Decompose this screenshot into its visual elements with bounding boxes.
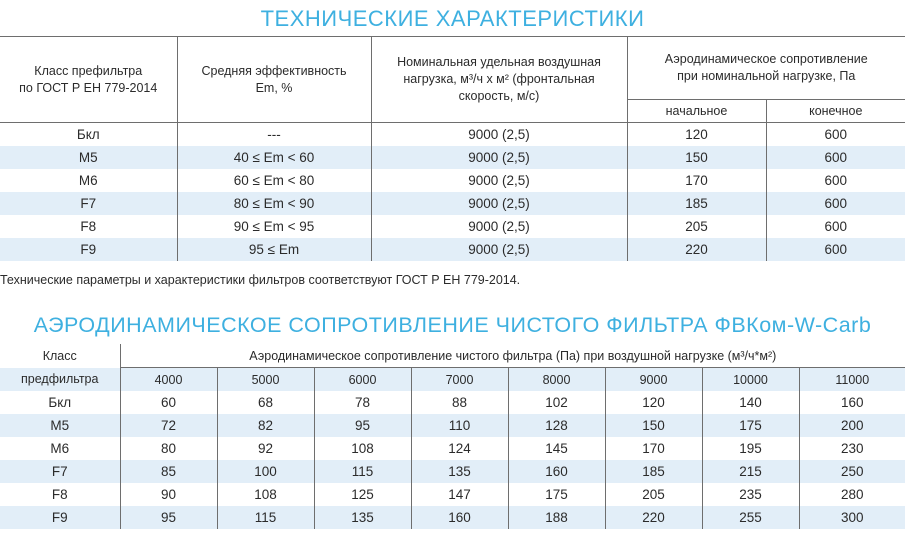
cell-value: 102 [508,391,605,414]
table-row [0,506,905,529]
cell-final: 600 [766,146,905,169]
cell-value: 125 [314,483,411,506]
resistance-table [0,344,905,529]
header-airflow-load: Номинальная удельная воздушная нагрузка, м³/ч х м² (фронтальная скорость, м/с) [371,37,627,123]
table-row [0,391,905,414]
cell-value: 160 [799,391,905,414]
cell-value: 108 [217,483,314,506]
cell-class: F9 [0,238,177,261]
cell-value: 72 [120,414,217,437]
header-load: 5000 [217,368,314,392]
cell-value: 115 [217,506,314,529]
cell-class: F7 [0,192,177,215]
header-resistance-span: Аэродинамическое сопротивление чистого фильтра (Па) при воздушной нагрузке (м³/ч*м²) [120,344,905,368]
cell-value: 92 [217,437,314,460]
cell-value: 85 [120,460,217,483]
cell-value: 250 [799,460,905,483]
cell-value: 68 [217,391,314,414]
cell-value: 82 [217,414,314,437]
cell-value: 124 [411,437,508,460]
cell-efficiency: --- [177,123,371,147]
header-load: 6000 [314,368,411,392]
cell-initial: 150 [627,146,766,169]
cell-efficiency: 90 ≤ Em < 95 [177,215,371,238]
cell-class: F7 [0,460,120,483]
cell-efficiency: 80 ≤ Em < 90 [177,192,371,215]
header-prefilter-class: Класс префильтра по ГОСТ Р ЕН 779-2014 [0,37,177,123]
header-load: 7000 [411,368,508,392]
cell-class: F9 [0,506,120,529]
cell-initial: 120 [627,123,766,147]
cell-value: 280 [799,483,905,506]
cell-final: 600 [766,215,905,238]
cell-value: 160 [411,506,508,529]
cell-load: 9000 (2,5) [371,123,627,147]
cell-value: 255 [702,506,799,529]
cell-class: M5 [0,414,120,437]
cell-value: 175 [702,414,799,437]
cell-load: 9000 (2,5) [371,146,627,169]
table-row [0,123,905,147]
cell-class: F8 [0,215,177,238]
cell-class: M6 [0,169,177,192]
cell-value: 60 [120,391,217,414]
section-title-specs: ТЕХНИЧЕСКИЕ ХАРАКТЕРИСТИКИ [260,6,645,31]
table-row [0,169,905,192]
cell-value: 200 [799,414,905,437]
header-class-line1: Класс [0,344,120,368]
cell-value: 95 [314,414,411,437]
cell-value: 170 [605,437,702,460]
header-class-line2: предфильтра [0,368,120,392]
cell-value: 230 [799,437,905,460]
cell-class: Бкл [0,391,120,414]
table-row [0,414,905,437]
cell-value: 95 [120,506,217,529]
cell-value: 135 [314,506,411,529]
cell-value: 188 [508,506,605,529]
cell-initial: 185 [627,192,766,215]
table-row [0,192,905,215]
header-load: 10000 [702,368,799,392]
header-efficiency: Средняя эффективность Em, % [177,37,371,123]
cell-value: 215 [702,460,799,483]
cell-value: 185 [605,460,702,483]
header-load: 9000 [605,368,702,392]
cell-value: 140 [702,391,799,414]
cell-class: M6 [0,437,120,460]
cell-load: 9000 (2,5) [371,169,627,192]
cell-value: 120 [605,391,702,414]
specs-table [0,36,905,261]
cell-class: M5 [0,146,177,169]
cell-value: 108 [314,437,411,460]
cell-efficiency: 95 ≤ Em [177,238,371,261]
header-initial: начальное [627,100,766,123]
cell-value: 135 [411,460,508,483]
cell-load: 9000 (2,5) [371,192,627,215]
cell-efficiency: 60 ≤ Em < 80 [177,169,371,192]
cell-class: F8 [0,483,120,506]
cell-value: 205 [605,483,702,506]
table-row [0,483,905,506]
cell-initial: 205 [627,215,766,238]
cell-class: Бкл [0,123,177,147]
cell-final: 600 [766,192,905,215]
cell-value: 150 [605,414,702,437]
cell-load: 9000 (2,5) [371,238,627,261]
table-row [0,460,905,483]
header-load: 8000 [508,368,605,392]
cell-value: 145 [508,437,605,460]
cell-value: 90 [120,483,217,506]
header-final: конечное [766,100,905,123]
compliance-note: Технические параметры и характеристики фильтров соответствуют ГОСТ Р ЕН 779-2014. [0,273,521,287]
cell-value: 220 [605,506,702,529]
cell-value: 100 [217,460,314,483]
cell-final: 600 [766,123,905,147]
cell-value: 115 [314,460,411,483]
header-load: 11000 [799,368,905,392]
header-load: 4000 [120,368,217,392]
cell-value: 80 [120,437,217,460]
cell-value: 78 [314,391,411,414]
cell-value: 147 [411,483,508,506]
table-row [0,238,905,261]
cell-value: 160 [508,460,605,483]
cell-load: 9000 (2,5) [371,215,627,238]
cell-value: 300 [799,506,905,529]
cell-value: 110 [411,414,508,437]
header-resistance: Аэродинамическое сопротивление при номинальной нагрузке, Па [627,37,905,100]
cell-final: 600 [766,238,905,261]
cell-initial: 170 [627,169,766,192]
section-title-resistance: АЭРОДИНАМИЧЕСКОЕ СОПРОТИВЛЕНИЕ ЧИСТОГО ФИЛЬТРА ФВКом-W-Carb [33,313,872,337]
cell-value: 88 [411,391,508,414]
cell-final: 600 [766,169,905,192]
cell-value: 175 [508,483,605,506]
cell-value: 195 [702,437,799,460]
cell-value: 128 [508,414,605,437]
cell-value: 235 [702,483,799,506]
table-row [0,146,905,169]
table-row [0,215,905,238]
cell-efficiency: 40 ≤ Em < 60 [177,146,371,169]
table-row [0,437,905,460]
cell-initial: 220 [627,238,766,261]
